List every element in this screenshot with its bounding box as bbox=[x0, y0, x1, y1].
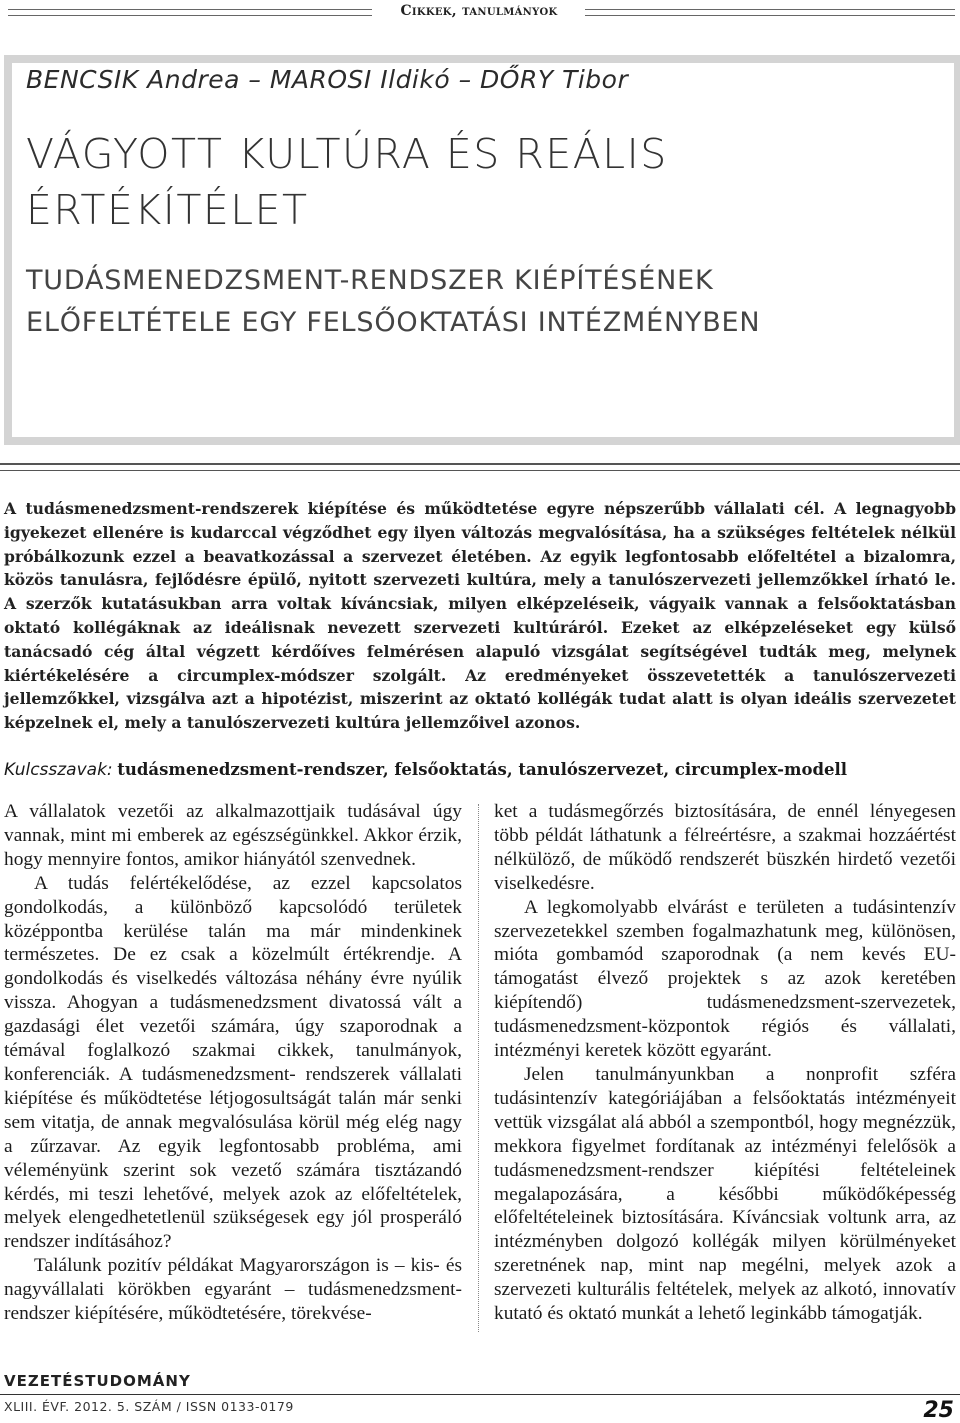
abstract-rule bbox=[0, 463, 960, 465]
section-label: Cikkek, tanulmányok bbox=[400, 3, 558, 19]
article-title bbox=[26, 126, 906, 238]
title-line: ÉRTÉKÍTÉLET bbox=[26, 186, 309, 234]
running-header bbox=[0, 0, 960, 26]
article-authors: BENCSIK Andrea – MAROSI Ildikó – DŐRY Tibor bbox=[26, 65, 629, 94]
body-paragraph: A tudás felértékelődése, az ezzel kapcsolatos gondolkodás, a különböző kapcsolódó területek középpontba kerülése talán ma már mindenkinek természetes. De ez csak a közelmúlt értékrendje. A gondolkodás és viselkedés változása néhány évre nyúlik vissza. Ahogyan a tudásmenedzsment divatossá vált a gazdasági élet vezetői számára, úgy szaporodnak a témával foglalkozó szakmai cikkek, tanulmányok, konferenciák. A tudásmenedzsment- rendszerek vállalati kiépítése és működtetése létjogosultságát talán már senki sem vitatja, de annak megvalósulása körül még elég nagy a zűrzavar. Az egyik legfontosabb probléma, ami véleményünk szerint sok vezető számára tisztázandó kérdés, mi teszi lehetővé, melyek azok az előfeltételek, melyek elengedhetetlenül szükségesek egy jól prosperáló rendszer indításához? bbox=[4, 872, 462, 1253]
page-number: 25 bbox=[923, 1398, 954, 1423]
body-paragraph: A legkomolyabb elvárást e területen a tudásintenzív szervezetekkel szemben fogalmazhatunk meg, különösen, mióta gombamód szaporodnak (a nem kevés EU-támogatást élvező projektek s az azok keretében kiépítendő) tudásmenedzsment-szervezetek, tudásmenedzsment-központok régiós és vállalati, intézményi keretek között egyaránt. bbox=[494, 896, 956, 1062]
keywords-label: Kulcsszavak: bbox=[4, 760, 113, 780]
header-rule-right bbox=[585, 9, 955, 16]
journal-name: VEZETÉSTUDOMÁNY bbox=[4, 1372, 191, 1390]
column-divider bbox=[478, 804, 479, 1332]
subtitle-line: ELŐFELTÉTELE EGY FELSŐOKTATÁSI INTÉZMÉNYBEN bbox=[26, 307, 761, 338]
header-rule-left bbox=[8, 9, 372, 16]
body-paragraph: A vállalatok vezetői az alkalmazottjaik tudásával úgy vannak, mint mi emberek az egészségünkkel. Akkor érzik, hogy mennyire fontos, amikor hiányától szenvednek. bbox=[4, 801, 462, 870]
body-column-left bbox=[4, 800, 462, 1326]
keywords-value: tudásmenedzsment-rendszer, felsőoktatás, tanulószervezet, circumplex-modell bbox=[117, 760, 848, 779]
title-frame bbox=[4, 55, 960, 445]
footer-rule bbox=[0, 1394, 960, 1395]
body-column-right bbox=[494, 800, 956, 1326]
body-paragraph: Találunk pozitív példákat Magyarországon is – kis- és nagyvállalati körökben egyaránt – tudásmenedzsment-rendszer kiépítésére, működtetésére, törekvése- bbox=[4, 1255, 462, 1325]
title-line: VÁGYOTT KULTÚRA ÉS REÁLIS bbox=[26, 130, 668, 178]
abstract-rule-thin bbox=[0, 470, 960, 471]
body-paragraph: ket a tudásmegőrzés biztosítására, de ennél lényegesen több példát láthatunk a félreértésre, a szakmai hozzáértést nélkülöző, de működő rendszerét büszkén hirdető vezetői viselkedésre. bbox=[494, 801, 956, 894]
issue-info: XLIII. ÉVF. 2012. 5. SZÁM / ISSN 0133-0179 bbox=[4, 1399, 294, 1414]
body-paragraph: Jelen tanulmányunkban a nonprofit szféra tudásintenzív kategóriájában a felsőoktatás intézményeit vettük vizsgálat alá abból a szempontból, hogy megnézzük, mekkora figyelmet fordítanak az intézményi felelősök a tudásmenedzsment-rendszer kiépítési feltételeinek megalapozására, a későbbi működőképesség előfeltételeinek biztosítására. Kíváncsiak voltunk arra, az intézményben dolgozó kollégák milyen körülményeket szeretnének nap, mint nap megélni, melyek azok a szervezeti kulturális feltételek, melyek az alkotó, innovatív kutató és oktató munkát a lehető leginkább támogatják. bbox=[494, 1063, 956, 1325]
subtitle-line: TUDÁSMENEDZSMENT-RENDSZER KIÉPÍTÉSÉNEK bbox=[26, 265, 714, 296]
article-subtitle bbox=[26, 260, 906, 344]
keywords-line bbox=[4, 760, 956, 781]
article-abstract: A tudásmenedzsment-rendszerek kiépítése és működtetése egyre népszerűbb vállalati cél. A legnagyobb igyekezet ellenére is kudarccal végződhet egy ilyen változás megvalósítása, ha a szükséges feltételek nélkül próbálkozunk ezzel a beavatkozással a szervezet életében. Az egyik legfontosabb előfeltétel a bizalomra, közös tanulásra, fejlődésre épülő, nyitott szervezeti kultúra, mely a tanulószervezeti jellemzőkkel írható le. A szerzők kutatásukban arra voltak kíváncsiak, milyen elképzeléseik, vágyaik vannak a felsőoktatásban oktató kollégáknak az ideálisnak nevezett szervezeti kultúráról. Ezeket az elképzeléseket egy külső tanácsadó cég által végzett kérdőíves felmérésen alapuló vizsgálat segítségével tudták meg, melynek kiértékelésére a circumplex-módszer szolgált. Az eredményeket összevetették a tanulószervezeti jellemzőkkel, vizsgálva azt a hipotézist, miszerint az oktató kollégák tudat alatt is olyan ideális szervezetet képzelnek el, mely a tanulószervezeti kultúra jellemzőivel azonos. bbox=[4, 499, 956, 733]
